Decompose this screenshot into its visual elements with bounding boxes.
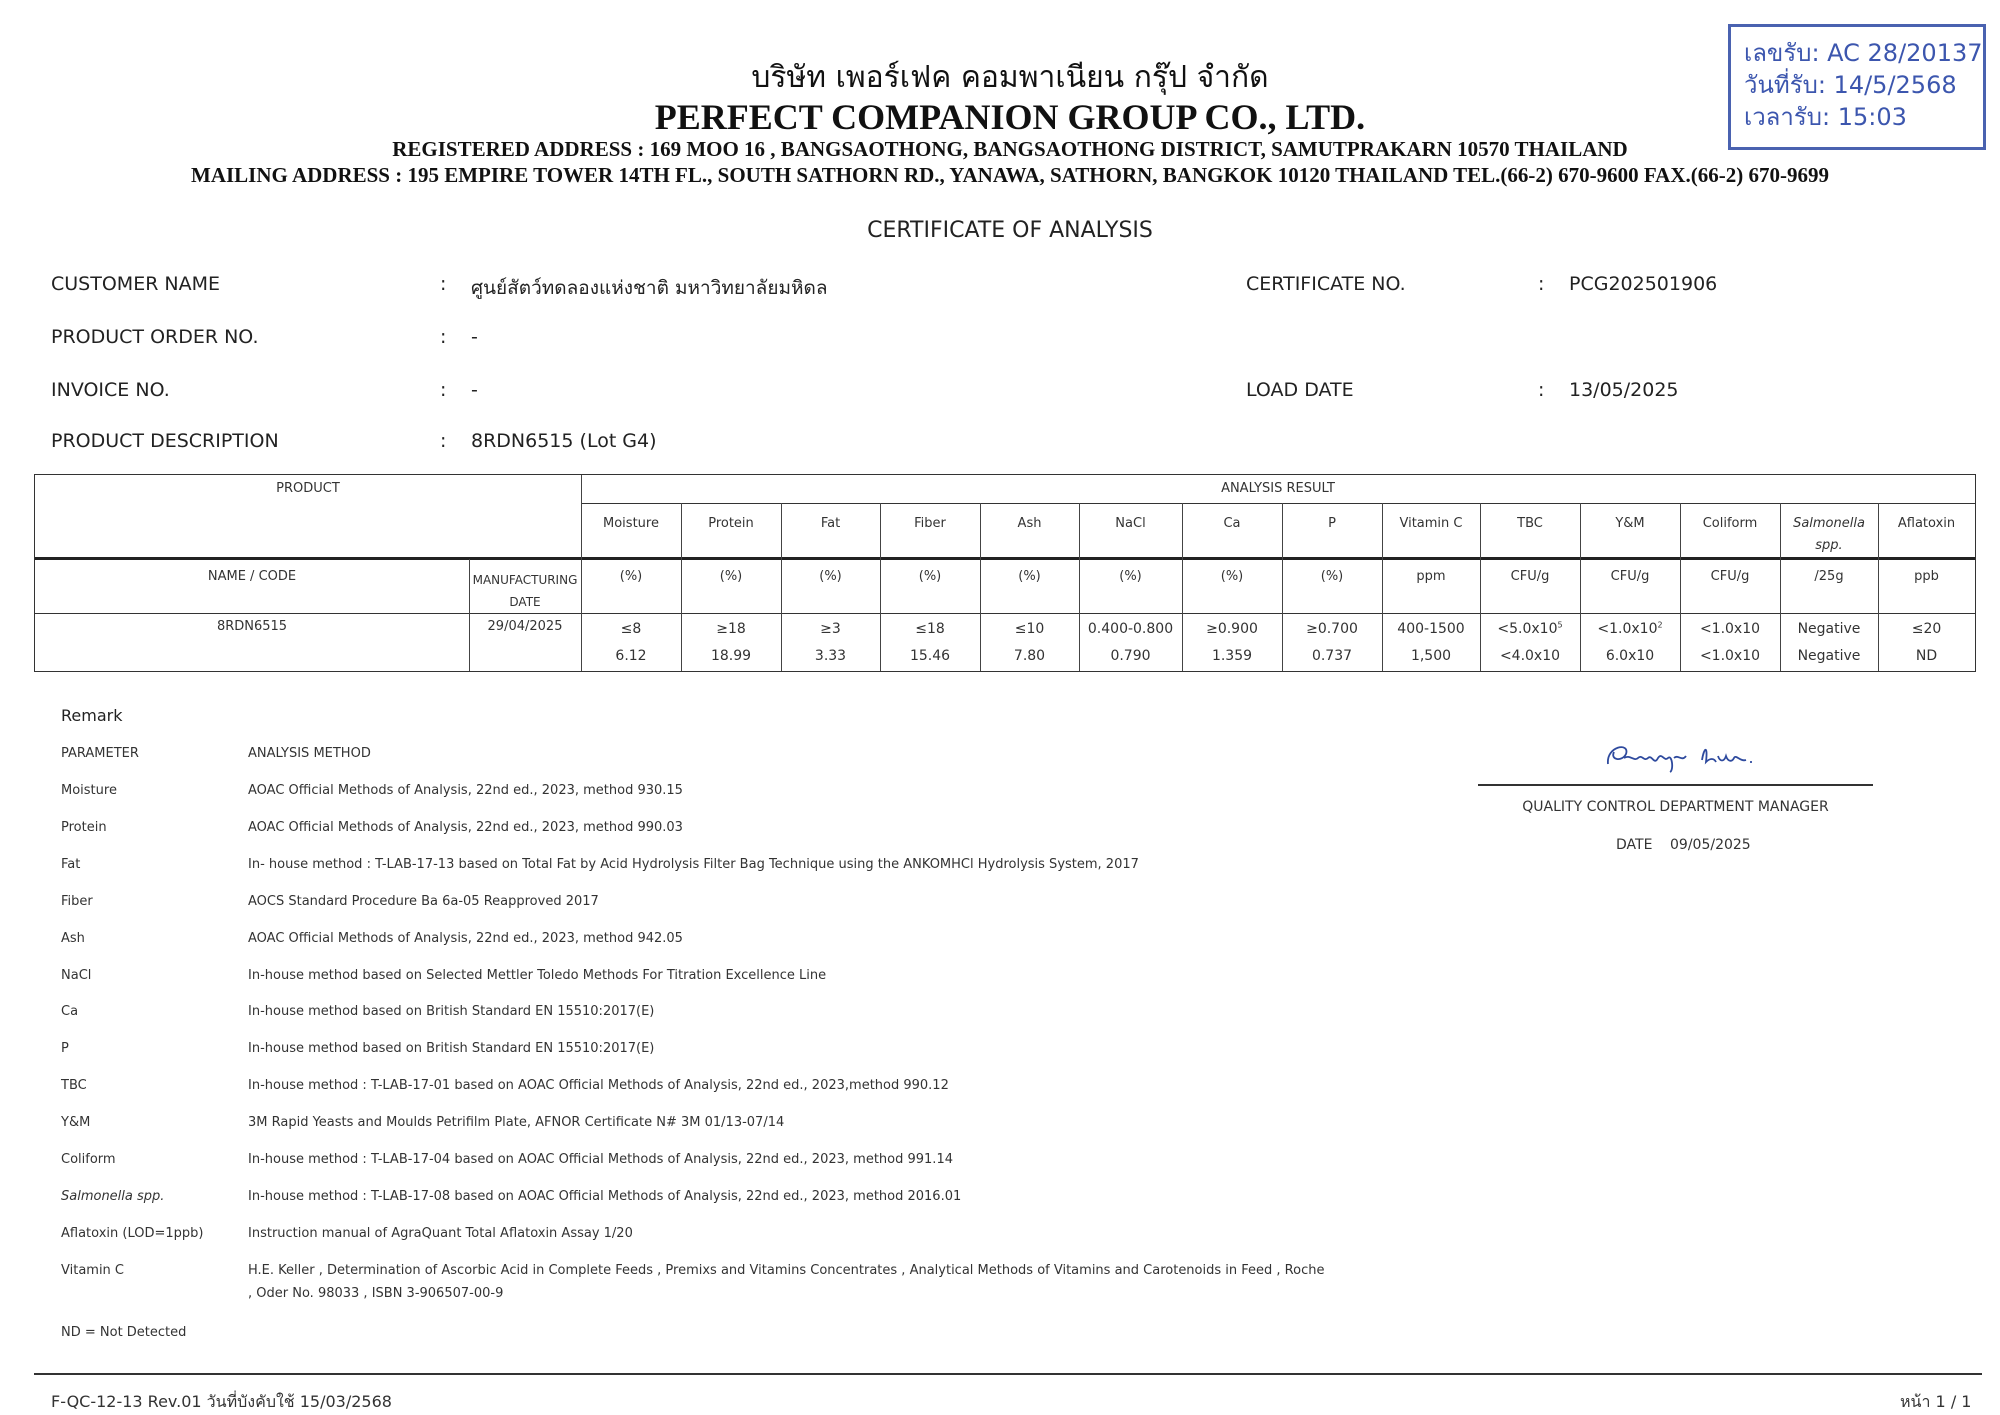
remark-title: Remark xyxy=(61,706,123,725)
param-result-cell: Negative xyxy=(1797,648,1861,664)
colon: : xyxy=(440,273,447,295)
param-unit-cell: (%) xyxy=(619,569,643,584)
remark-parameter: Y&M xyxy=(61,1115,91,1130)
remark-method: AOAC Official Methods of Analysis, 22nd ed., 2023, method 930.15 xyxy=(248,783,683,798)
remark-parameter: Protein xyxy=(61,820,107,835)
remark-parameter: Ca xyxy=(61,1004,79,1019)
remark-method-continued: , Oder No. 98033 , ISBN 3-906507-00-9 xyxy=(248,1286,504,1301)
receipt-stamp xyxy=(1728,24,1986,150)
remark-method: In-house method : T-LAB-17-08 based on AOAC Official Methods of Analysis, 22nd ed., 2023, method 2016.01 xyxy=(248,1189,962,1204)
remark-method: In-house method : T-LAB-17-04 based on AOAC Official Methods of Analysis, 22nd ed., 2023, method 991.14 xyxy=(248,1152,953,1167)
remark-parameter: TBC xyxy=(61,1078,87,1093)
remark-parameter: P xyxy=(61,1041,69,1056)
param-result-cell: 7.80 xyxy=(1013,648,1046,664)
param-spec-cell: ≥18 xyxy=(716,621,746,637)
param-unit-cell: CFU/g xyxy=(1710,569,1750,584)
product-header: PRODUCT xyxy=(276,481,340,496)
row-divider xyxy=(581,503,1975,504)
param-result-cell: ND xyxy=(1915,648,1938,664)
param-unit-cell: (%) xyxy=(719,569,743,584)
param-unit-cell: (%) xyxy=(819,569,842,584)
remark-method: In- house method : T-LAB-17-13 based on Total Fat by Acid Hydrolysis Filter Bag Technique using the ANKOMHCl Hydrolysis System, 2017 xyxy=(248,857,1139,872)
remark-method: In-house method based on British Standard EN 15510:2017(E) xyxy=(248,1004,655,1019)
param-spec-cell: 400-1500 xyxy=(1397,621,1465,637)
remark-method: AOAC Official Methods of Analysis, 22nd ed., 2023, method 990.03 xyxy=(248,820,683,835)
signature-line xyxy=(1478,784,1873,786)
signature-image xyxy=(1600,736,1760,780)
remark-parameter: Aflatoxin (LOD=1ppb) xyxy=(61,1226,204,1241)
param-spec-cell: ≤10 xyxy=(1014,621,1045,637)
remark-method: Instruction manual of AgraQuant Total Aflatoxin Assay 1/20 xyxy=(248,1226,633,1241)
param-header-cell: Ca xyxy=(1223,516,1241,531)
row-divider xyxy=(35,557,1975,560)
param-unit-cell: ppm xyxy=(1416,569,1446,584)
customer-name-value: ศูนย์สัตว์ทดลองแห่งชาติ มหาวิทยาลัยมหิดล xyxy=(471,277,828,299)
name-code-header: NAME / CODE xyxy=(207,569,297,584)
signatory-title: QUALITY CONTROL DEPARTMENT MANAGER xyxy=(1522,799,1829,815)
param-result-cell: 18.99 xyxy=(710,648,752,664)
remark-parameter: Fat xyxy=(61,857,81,872)
mailing-address: MAILING ADDRESS : 195 EMPIRE TOWER 14TH FL., SOUTH SATHORN RD., YANAWA, SATHORN, BANGKOK 10120 THAILAND TEL.(66-2) 670-9600 FAX.(66-2) 670-9699 xyxy=(191,163,1829,187)
registered-address: REGISTERED ADDRESS : 169 MOO 16 , BANGSAOTHONG, BANGSAOTHONG DISTRICT, SAMUTPRAKARN 10570 THAILAND xyxy=(392,137,1628,161)
param-result-cell: 6.12 xyxy=(615,648,647,664)
remark-method: AOAC Official Methods of Analysis, 22nd ed., 2023, method 942.05 xyxy=(248,931,683,946)
invoice-value: - xyxy=(471,379,478,401)
param-unit-cell: (%) xyxy=(1220,569,1244,584)
param-header-cell: P xyxy=(1328,516,1336,531)
remark-parameter: Moisture xyxy=(61,783,117,798)
param-result-cell: 0.790 xyxy=(1110,648,1151,664)
param-spec-cell: ≤20 xyxy=(1911,621,1942,637)
param-result-cell: <1.0x10 xyxy=(1699,648,1761,664)
param-unit-cell: CFU/g xyxy=(1610,569,1650,584)
invoice-label: INVOICE NO. xyxy=(51,379,170,401)
manufacturing-date-header: MANUFACTURING DATE xyxy=(472,573,578,609)
param-header-cell: Protein xyxy=(708,516,754,531)
param-header-cell: Fiber xyxy=(914,516,946,531)
param-header-cell: Salmonella spp. xyxy=(1793,516,1865,553)
company-name-thai: บริษัท เพอร์เฟค คอมพาเนียน กรุ๊ป จำกัด xyxy=(751,60,1269,95)
param-header-cell: Y&M xyxy=(1615,516,1645,531)
remark-method: In-house method : T-LAB-17-01 based on AOAC Official Methods of Analysis, 22nd ed., 2023,method 990.12 xyxy=(248,1078,949,1093)
param-header-cell: Moisture xyxy=(603,516,659,531)
row-divider xyxy=(35,613,1975,614)
param-unit-cell: CFU/g xyxy=(1510,569,1550,584)
receipt-time: เวลารับ: 15:03 xyxy=(1744,103,1907,131)
column-divider xyxy=(469,559,470,671)
param-spec-cell: Negative xyxy=(1797,621,1861,637)
signature-scribble xyxy=(1600,736,1760,776)
colon: : xyxy=(440,379,447,401)
param-result-cell: 3.33 xyxy=(814,648,847,664)
certificate-no-label: CERTIFICATE NO. xyxy=(1246,273,1406,295)
param-result-cell: 15.46 xyxy=(909,648,951,664)
signature-date-label: DATE xyxy=(1616,837,1653,853)
param-header-cell: TBC xyxy=(1517,516,1543,531)
receipt-date: วันที่รับ: 14/5/2568 xyxy=(1744,71,1957,99)
param-spec-cell: $<1.0x10^2$ xyxy=(1597,620,1663,637)
param-spec-cell: <1.0x10 xyxy=(1699,621,1761,637)
load-date-label: LOAD DATE xyxy=(1246,379,1354,401)
param-unit-cell: (%) xyxy=(918,569,942,584)
param-unit-cell: (%) xyxy=(1320,569,1344,584)
analysis-result-header: ANALYSIS RESULT xyxy=(1221,481,1335,496)
colon: : xyxy=(440,326,447,348)
remark-parameter: Salmonella spp. xyxy=(61,1189,165,1204)
param-spec-cell: ≤18 xyxy=(915,621,945,637)
remark-parameter: Ash xyxy=(61,931,85,946)
document-title: CERTIFICATE OF ANALYSIS xyxy=(867,218,1153,243)
customer-name-label: CUSTOMER NAME xyxy=(51,273,221,295)
param-unit-cell: /25g xyxy=(1814,569,1844,584)
product-description-label: PRODUCT DESCRIPTION xyxy=(51,430,279,452)
nd-note: ND = Not Detected xyxy=(61,1325,187,1340)
remark-method: H.E. Keller , Determination of Ascorbic Acid in Complete Feeds , Premixs and Vitamins Concentrates , Analytical Methods of Vitamins and Carotenoids in Feed , Roche xyxy=(248,1263,1325,1278)
param-header-cell: Ash xyxy=(1017,516,1042,531)
remark-method: In-house method based on British Standard EN 15510:2017(E) xyxy=(248,1041,655,1056)
param-spec-cell: ≥0.900 xyxy=(1206,621,1258,637)
signature-date-value: 09/05/2025 xyxy=(1670,837,1751,853)
remark-method: AOCS Standard Procedure Ba 6a-05 Reapproved 2017 xyxy=(248,894,599,909)
param-header-cell: Vitamin C xyxy=(1399,516,1463,531)
param-spec-cell: 0.400-0.800 xyxy=(1087,621,1174,637)
analysis-method-header: ANALYSIS METHOD xyxy=(248,746,371,761)
manufacturing-date-cell: 29/04/2025 xyxy=(487,619,563,634)
colon: : xyxy=(440,430,447,452)
param-result-cell: 1,500 xyxy=(1410,648,1452,664)
colon: : xyxy=(1538,379,1545,401)
load-date-value: 13/05/2025 xyxy=(1569,379,1679,401)
param-header-cell: Aflatoxin xyxy=(1897,516,1956,531)
param-header-cell: Fat xyxy=(820,516,841,531)
param-header-cell: Coliform xyxy=(1702,516,1758,531)
parameter-header: PARAMETER xyxy=(61,746,139,761)
param-result-cell: 6.0x10 xyxy=(1605,648,1655,664)
remark-parameter: NaCl xyxy=(61,968,92,983)
param-unit-cell: (%) xyxy=(1119,569,1142,584)
remark-parameter: Fiber xyxy=(61,894,93,909)
certificate-no-value: PCG202501906 xyxy=(1569,273,1718,295)
remark-method: 3M Rapid Yeasts and Moulds Petrifilm Plate, AFNOR Certificate N# 3M 01/13-07/14 xyxy=(248,1115,785,1130)
param-spec-cell: ≥0.700 xyxy=(1306,621,1358,637)
param-spec-cell: ≥3 xyxy=(820,621,841,637)
product-order-label: PRODUCT ORDER NO. xyxy=(51,326,259,348)
product-order-value: - xyxy=(471,326,478,348)
param-result-cell: 1.359 xyxy=(1211,648,1253,664)
remark-method: In-house method based on Selected Mettler Toledo Methods For Titration Excellence Line xyxy=(248,968,827,983)
receipt-number: เลขรับ: AC 28/20137 xyxy=(1744,39,1983,67)
page-number: หน้า 1 / 1 xyxy=(1900,1392,1972,1411)
param-unit-cell: (%) xyxy=(1018,569,1041,584)
param-result-cell: 0.737 xyxy=(1311,648,1353,664)
param-header-cell: NaCl xyxy=(1115,516,1146,531)
analysis-table xyxy=(34,474,1976,672)
company-name-english: PERFECT COMPANION GROUP CO., LTD. xyxy=(654,97,1366,137)
param-unit-cell: ppb xyxy=(1914,569,1939,584)
colon: : xyxy=(1538,273,1545,295)
remark-parameter: Coliform xyxy=(61,1152,116,1167)
form-code: F-QC-12-13 Rev.01 วันที่บังคับใช้ 15/03/2568 xyxy=(51,1392,392,1411)
param-spec-cell: $<5.0x10^5$ xyxy=(1497,620,1563,637)
param-spec-cell: ≤8 xyxy=(620,621,642,637)
param-result-cell: <4.0x10 xyxy=(1499,648,1561,664)
footer-divider xyxy=(34,1373,1982,1375)
product-code-cell: 8RDN6515 xyxy=(216,619,288,634)
remark-parameter: Vitamin C xyxy=(61,1263,125,1278)
product-description-value: 8RDN6515 (Lot G4) xyxy=(471,430,657,452)
